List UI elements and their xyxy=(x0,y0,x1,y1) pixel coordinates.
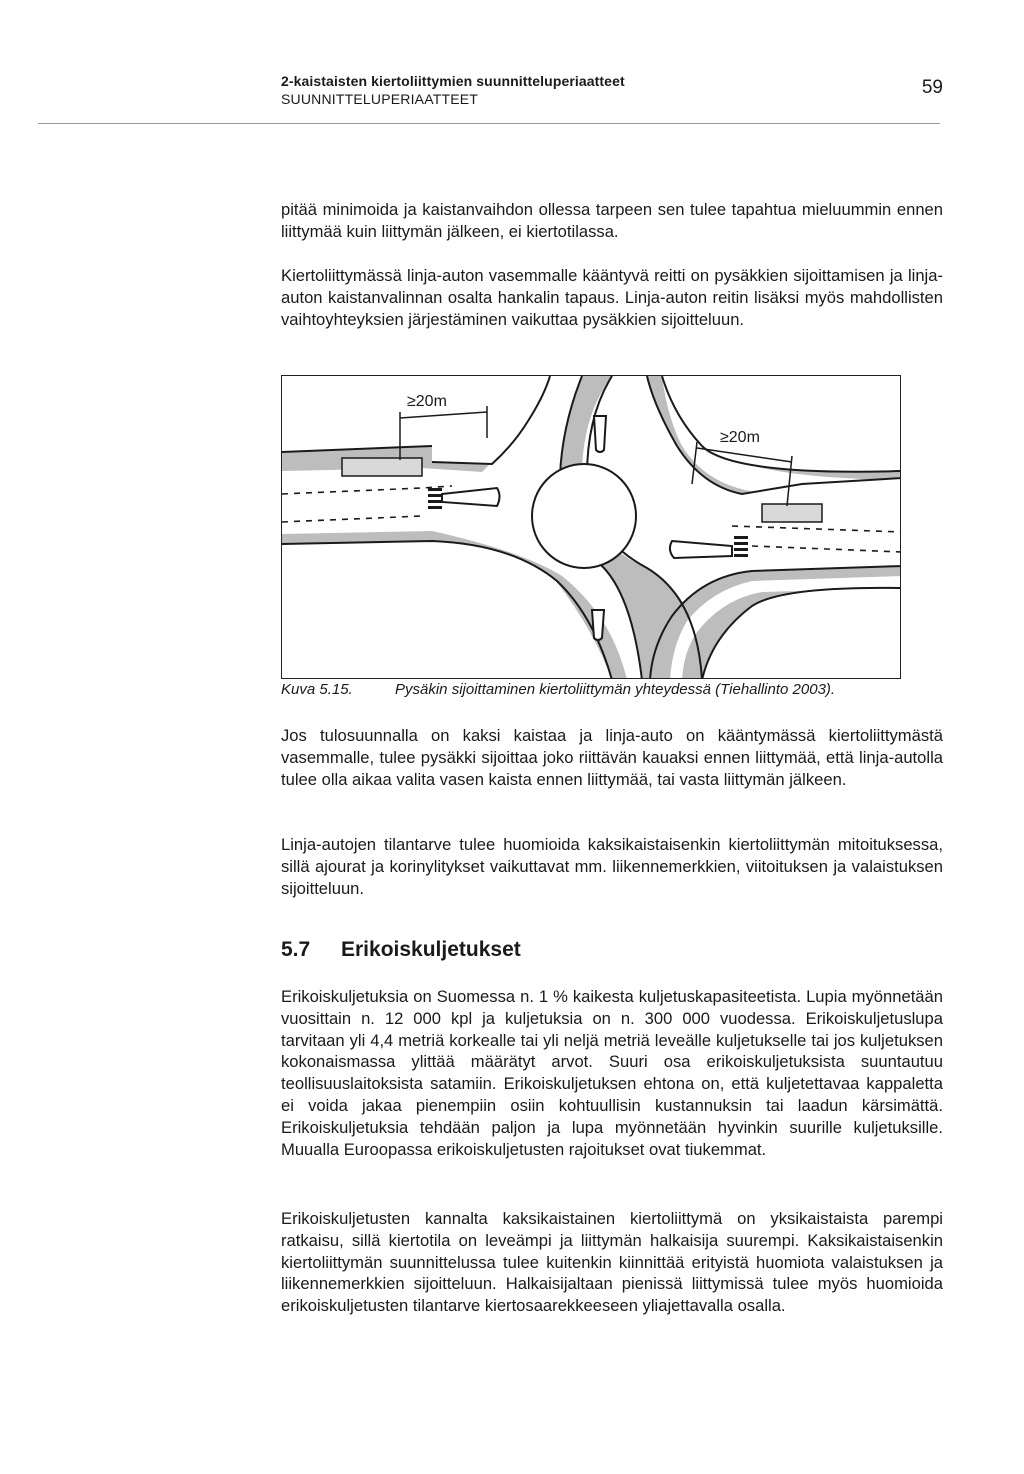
roundabout-diagram xyxy=(282,376,901,679)
dimension-label-west: ≥20m xyxy=(407,393,447,410)
section-title: Erikoiskuljetukset xyxy=(341,938,521,961)
dimension-label-east: ≥20m xyxy=(720,429,760,446)
page-header xyxy=(281,73,943,107)
section-heading xyxy=(281,938,521,962)
paragraph: Linja-autojen tilantarve tulee huomioida kaksikaistaisenkin kiertoliittymän mitoituksessa, sillä ajourat ja korinylitykset vaikuttavat mm. liikennemerkkien, viitoituksen ja valaistuksen sijoitteluun. xyxy=(281,835,943,898)
paragraph: Erikoiskuljetusten kannalta kaksikaistainen kiertoliittymä on yksikaistaista parempi ratkaisu, sillä kiertotila on leveämpi ja liittymän halkaisija suurempi. Kaksikaistaisenkin kiertoliittymän suunnittelussa tulee kuitenkin kiinnittää erityistä huomiota valaistuksen ja liikennemerkkien sijoitteluun. Halkaisijaltaan pienissä liittymissä tulee myös huomioida erikoiskuljetusten tilantarve kiertosaarekkeeseen yliajettavalla osalla. xyxy=(281,1209,943,1316)
paragraph: Kiertoliittymässä linja-auton vasemmalle kääntyvä reitti on pysäkkien sijoittamisen ja linja-auton kaistanvalinnan osalta hankalin tapaus. Linja-auton reitin lisäksi myös mahdollisten vaihtoyhteyksien järjestäminen vaikuttaa pysäkkien sijoitteluun. xyxy=(281,266,943,329)
central-island xyxy=(532,464,636,568)
header-divider xyxy=(38,123,940,124)
roundabout-figure xyxy=(281,375,901,679)
bus-stop-east xyxy=(762,504,822,522)
page-number: 59 xyxy=(921,77,943,98)
caption-text: Pysäkin sijoittaminen kiertoliittymän yhteydessä (Tiehallinto 2003). xyxy=(395,681,836,698)
paragraph: pitää minimoida ja kaistanvaihdon ollessa tarpeen sen tulee tapahtua mieluummin ennen liittymää kuin liittymän jälkeen, ei kiertotilassa. xyxy=(281,200,943,241)
paragraph: Jos tulosuunnalla on kaksi kaistaa ja linja-auto on kääntymässä kiertoliittymästä vasemmalle, tulee pysäkki sijoittaa joko riittävän kauaksi ennen liittymää, että linja-autolla tulee olla aikaa valita vasen kaista ennen liittymää, tai vasta liittymän jälkeen. xyxy=(281,726,943,789)
dimension-line-west xyxy=(400,412,487,418)
caption-number: Kuva 5.15. xyxy=(281,681,353,698)
section-number: 5.7 xyxy=(281,938,311,961)
bus-stop-west xyxy=(342,458,422,476)
header-title: 2-kaistaisten kiertoliittymien suunnitteluperiaatteet xyxy=(281,73,625,89)
paragraph: Erikoiskuljetuksia on Suomessa n. 1 % kaikesta kuljetuskapasiteetista. Lupia myönnetään vuosittain n. 12 000 kpl ja kuljetuksia on n. 300 000 vuodessa. Erikoiskuljetuslupa tarvitaan yli 4,4 metriä korkealle tai yli neljä metriä leveälle kuljetukselle tai jos kuljetuksen kokonaismassa ylittää määrätyt arvot. Suuri osa erikoiskuljetuksista suuntautuu teollisuuslaitoksista satamiin. Erikoiskuljetuksen ehtona on, että kuljetettavaa kappaletta ei voida jakaa pienempiin osiin kohtuullisin kustannuksin tai laadun kärsimättä. Erikoiskuljetuksia tehdään paljon ja lupa myönnetään hyvinkin suurille kuljetuksille. Muualla Euroopassa erikoiskuljetusten rajoitukset ovat tiukemmat. xyxy=(281,987,943,1159)
figure-caption xyxy=(281,681,835,698)
header-subtitle: SUUNNITTELUPERIAATTEET xyxy=(281,91,479,107)
